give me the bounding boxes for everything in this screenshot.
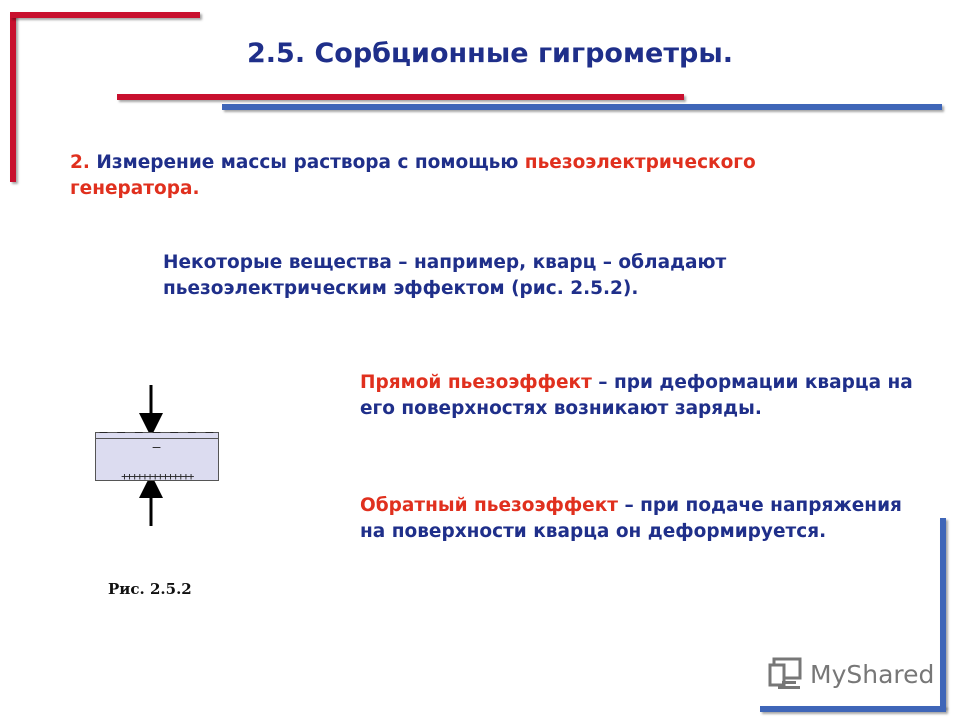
- subheading: [70, 150, 890, 202]
- inverse-effect-paragraph: [360, 493, 920, 545]
- subheading-number: 2.: [70, 152, 90, 173]
- inverse-effect-term: Обратный пьезоэффект: [360, 495, 618, 516]
- intro-paragraph: Некоторые вещества – например, кварц – обладают пьезоэлектрическим эффектом (рис. 2.5.2).: [163, 252, 727, 299]
- direct-effect-definition: – при деформации кварца на его поверхностях возникают заряды.: [360, 372, 913, 419]
- title-underline-red: [117, 94, 684, 100]
- frame-line-blue-bottom: [760, 706, 946, 712]
- negative-charges: – – – – – – – –: [99, 425, 215, 455]
- page-title: 2.5. Сорбционные гигрометры.: [247, 38, 733, 69]
- inverse-effect-definition: – при подаче напряжения на поверхности кварца он деформируется.: [360, 495, 902, 542]
- title-underline-blue: [222, 104, 942, 110]
- subheading-end: .: [192, 178, 200, 199]
- positive-charges: ++++++++++++++: [121, 470, 193, 483]
- direct-effect-term: Прямой пьезоэффект: [360, 372, 592, 393]
- subheading-highlight: пьезоэлектрического генератора: [70, 152, 756, 199]
- myshared-logo: [768, 657, 934, 691]
- logo-text: MyShared: [810, 659, 935, 689]
- frame-line-blue-vertical: [940, 518, 946, 708]
- figure-caption: Рис. 2.5.2: [108, 580, 192, 598]
- direct-effect-paragraph: [360, 370, 920, 422]
- subheading-text: Измерение массы раствора с помощью: [89, 152, 525, 173]
- quartz-crystal: [95, 425, 219, 483]
- monitor-icon: [768, 657, 804, 691]
- frame-line-red-top: [10, 12, 200, 18]
